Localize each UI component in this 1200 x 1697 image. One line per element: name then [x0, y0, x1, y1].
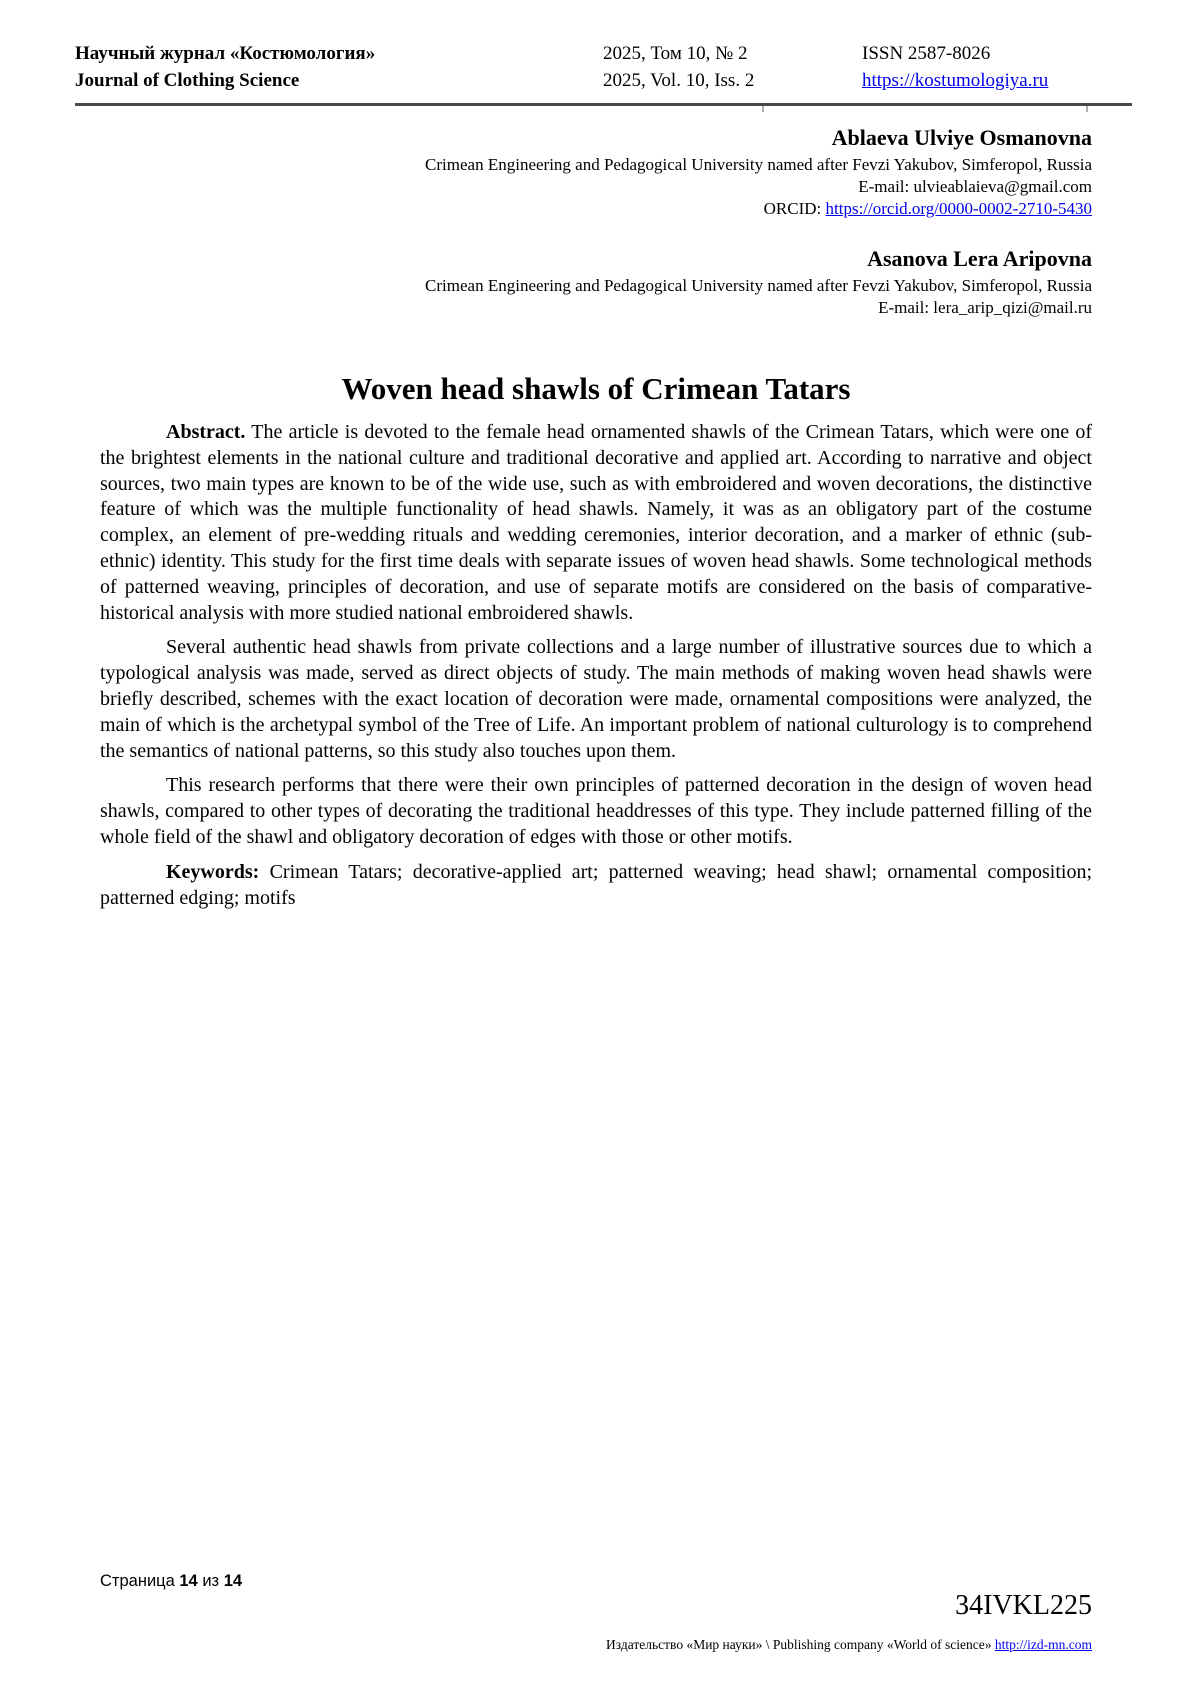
- page-total: 14: [223, 1572, 243, 1590]
- orcid-link[interactable]: https://orcid.org/0000-0002-2710-5430: [825, 199, 1092, 218]
- publisher-site-link[interactable]: http://izd-mn.com: [994, 1637, 1092, 1652]
- journal-title-en: Journal of Clothing Science: [75, 70, 300, 91]
- publisher-text: Издательство «Мир науки» \ Publishing company «World of science»: [606, 1637, 995, 1652]
- issn-number: ISSN 2587-8026: [862, 43, 991, 64]
- author-email: E-mail: ulvieablaieva@gmail.com: [858, 177, 1092, 196]
- journal-title-block: [75, 40, 575, 94]
- issue-info-ru: 2025, Том 10, № 2: [603, 43, 748, 64]
- keywords-label: Keywords:: [166, 860, 260, 883]
- author-affiliation: Crimean Engineering and Pedagogical University named after Fevzi Yakubov, Simferopol, Russia: [425, 276, 1092, 295]
- header-column-divider: [1086, 106, 1088, 112]
- journal-title-ru: Научный журнал «Костюмология»: [75, 43, 376, 64]
- author-block-1: [100, 124, 1092, 220]
- orcid-label: ORCID:: [763, 199, 826, 218]
- issue-info-block: [575, 40, 830, 94]
- abstract-text: The article is devoted to the female head ornamented shawls of the Crimean Tatars, which were one of the brightest elements in the national culture and traditional decorative and applied art. According to narrative and object sources, two main types are known to be of the wide use, such as with embroidered and woven decorations, the distinctive feature of which was the multiple functionality of head shawls. Namely, it was as an obligatory part of the costume complex, an element of pre-wedding rituals and wedding ceremonies, interior decoration, and a marker of ethnic (sub-ethnic) identity. This study for the first time deals with separate issues of woven head shawls. Some technological methods of patterned weaving, principles of decoration, and use of separate motifs are considered on the basis of comparative-historical analysis with more studied national embroidered shawls.: [100, 421, 1092, 624]
- abstract-paragraph: [100, 420, 1092, 626]
- header-column-divider: [762, 106, 764, 112]
- page-word: Страница: [100, 1572, 180, 1590]
- page-current: 14: [179, 1572, 198, 1590]
- body-paragraph-3: This research performs that there were their own principles of patterned decoration in the design of woven head shawls, compared to other types of decorating the traditional headdresses of this type. They include patterned filling of the whole field of the shawl and obligatory decoration of edges with those or other motifs.: [100, 774, 1092, 848]
- abstract-label: Abstract.: [166, 421, 246, 443]
- issue-info-en: 2025, Vol. 10, Iss. 2: [603, 70, 755, 91]
- author-name: Asanova Lera Aripovna: [867, 246, 1092, 271]
- article-id: 34IVKL225: [955, 1590, 1092, 1621]
- page-number-label: [100, 1572, 242, 1591]
- article-body: [100, 420, 1092, 920]
- author-name: Ablaeva Ulviye Osmanovna: [831, 125, 1092, 150]
- publisher-line: [606, 1637, 1092, 1653]
- keywords-paragraph: [100, 860, 1092, 912]
- journal-site-line: [862, 67, 1132, 94]
- journal-site-link[interactable]: https://kostumologiya.ru: [862, 70, 1049, 91]
- keywords-text: Crimean Tatars; decorative-applied art; patterned weaving; head shawl; ornamental composition; patterned edging; motifs: [100, 860, 1092, 909]
- article-title: Woven head shawls of Crimean Tatars: [341, 371, 851, 406]
- author-affiliation: Crimean Engineering and Pedagogical University named after Fevzi Yakubov, Simferopol, Russia: [425, 155, 1092, 174]
- page-of-word: из: [197, 1572, 224, 1590]
- authors-section: [100, 124, 1092, 319]
- author-orcid-line: [100, 198, 1092, 220]
- author-email: E-mail: lera_arip_qizi@mail.ru: [878, 298, 1092, 317]
- body-paragraph-2: Several authentic head shawls from private collections and a large number of illustrative sources due to which a typological analysis was made, served as direct objects of study. The main methods of making woven head shawls were briefly described, schemes with the exact location of decoration were made, ornamental compositions were analyzed, the main of which is the archetypal symbol of the Tree of Life. An important problem of national culturology is to comprehend the semantics of national patterns, so this study also touches upon them.: [100, 636, 1092, 762]
- issn-block: [830, 40, 1132, 94]
- author-block-2: [100, 245, 1092, 319]
- journal-header: [75, 40, 1132, 106]
